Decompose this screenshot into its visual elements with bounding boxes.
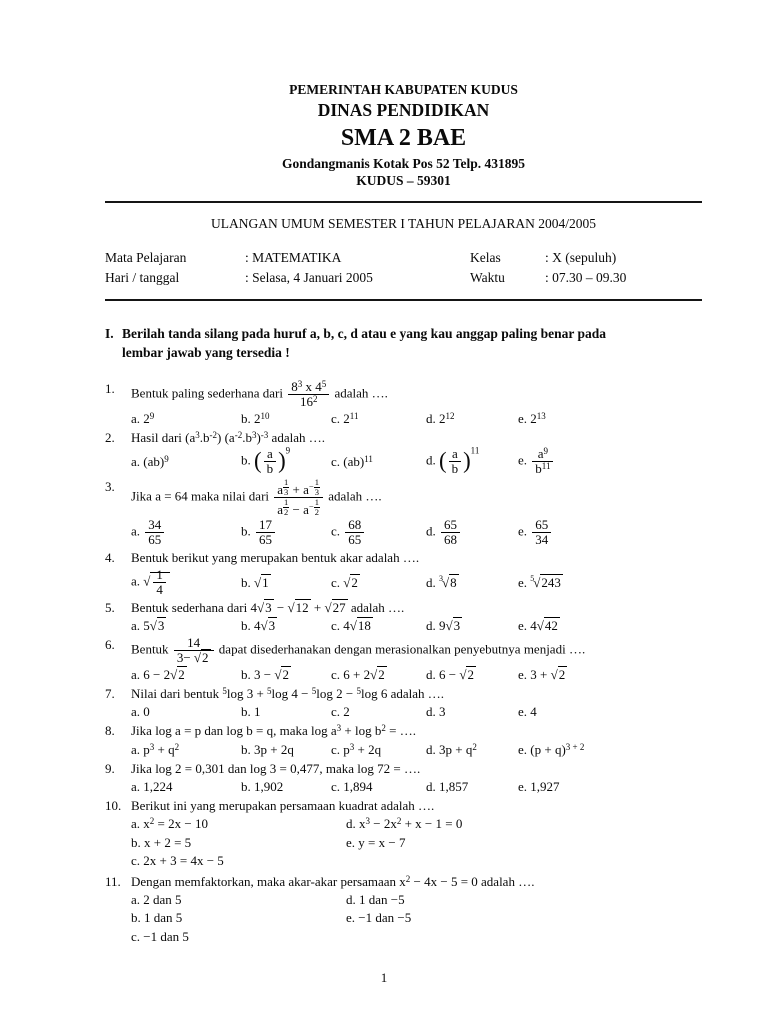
option-e: e. $\frac{65}{34}$: [518, 518, 702, 547]
page-number: 1: [380, 970, 388, 985]
option-e: e. $\frac{a^9}{b^{11}}$: [518, 447, 702, 476]
question-number: 2.: [105, 430, 115, 446]
option-b: b. ( $\frac{a}{b}$ )$^9$: [241, 445, 291, 477]
question-line: [105, 380, 702, 409]
option-a: a. $x^2 = 2x - 10$: [131, 816, 208, 832]
subject-label: Mata Pelajaran: [105, 250, 187, 266]
time-value: : 07.30 – 09.30: [545, 269, 627, 285]
option-c: c. 1,894: [331, 778, 373, 794]
question: [105, 873, 702, 947]
question-options: [105, 778, 702, 795]
exam-title: ULANGAN UMUM SEMESTER I TAHUN PELAJARAN 2004/2005: [211, 216, 596, 232]
option-e: e. 3 + √2: [518, 666, 566, 682]
option-d: d. $2^{12}$: [426, 410, 455, 426]
option-c: c. 2x + 3 = 4x − 5: [131, 853, 224, 869]
option-e: e. y = x − 7: [346, 834, 406, 850]
option-e: e. 4√42: [518, 617, 558, 633]
option-d: d. 9√3: [426, 617, 461, 633]
question-line: [105, 636, 702, 665]
question-text: Jika log 2 = 0,301 dan log 3 = 0,477, maka log 72 = ….: [131, 760, 421, 776]
letterhead-address: Gondangmanis Kotak Pos 52 Telp. 431895: [281, 156, 526, 172]
question-options: [105, 666, 702, 683]
question-text: Dengan memfaktorkan, maka akar-akar persamaan $x^2 - 4x - 5 = 0$ adalah ….: [131, 873, 535, 889]
option-b: b. 1,902: [241, 778, 284, 794]
question-line: [105, 722, 702, 739]
question: [105, 636, 702, 683]
option-b: b. 3p + 2q: [241, 741, 294, 757]
time-label: Waktu: [470, 269, 505, 285]
option-c: c. $p^3 + 2q$: [331, 741, 382, 757]
question: [105, 722, 702, 757]
question-options: [105, 617, 702, 634]
questions-list: [105, 380, 702, 946]
option-d: d. $\frac{65}{68}$: [426, 518, 518, 547]
divider-top: [105, 201, 702, 203]
option-a: a. 1,224: [131, 778, 173, 794]
question-number: 8.: [105, 723, 115, 739]
option-a: a. 0: [131, 704, 150, 720]
question-line: [105, 429, 702, 446]
option-d: d. 3: [426, 704, 446, 720]
question-text: Bentuk $\frac{14}{3- √2}$ dapat disederhanakan dengan merasionalkan penyebutnya menjadi ….: [131, 634, 586, 665]
option-d: d. $^3$√8: [426, 573, 457, 590]
option-e: e. 4: [518, 704, 537, 720]
option-b: b. x + 2 = 5: [131, 834, 192, 850]
option-d: d. 6 − √2: [426, 666, 474, 682]
option-a: a. 5√3: [131, 617, 165, 633]
question-options: [105, 568, 702, 597]
option-c: c. $2^{11}$: [331, 410, 359, 426]
option-a: a. $p^3 + q^2$: [131, 741, 180, 757]
letterhead-department: DINAS PENDIDIKAN: [317, 100, 490, 121]
question-options: [105, 410, 702, 427]
letterhead-government: PEMERINTAH KABUPATEN KUDUS: [289, 82, 518, 97]
option-c: c. 2: [331, 704, 350, 720]
instruction-line-2: lembar jawab yang tersedia !: [122, 345, 290, 361]
divider-bottom: [105, 299, 702, 301]
question: [105, 478, 702, 547]
question-text: Berikut ini yang merupakan persamaan kuadrat adalah ….: [131, 798, 435, 814]
question: [105, 599, 702, 634]
question-number: 9.: [105, 760, 115, 776]
question-line: [105, 760, 702, 777]
section-instruction-text: [122, 325, 606, 363]
option-c: c. $\frac{68}{65}$: [331, 518, 426, 547]
subject-value: : MATEMATIKA: [245, 250, 342, 266]
option-a: a. $2^9$: [131, 410, 155, 426]
question-text: Jika a = 64 maka nilai dari a $\frac{1}{3}$ + a− $\frac{1}{3}$ a $\frac{1}{2}$ − a− $\frac{1}{2}$ adalah ….: [131, 477, 382, 518]
option-e: e. −1 dan −5: [346, 910, 412, 926]
option-a: a. √ $\frac{1}{4}$: [131, 568, 241, 597]
question: [105, 380, 702, 427]
instruction-line-1: Berilah tanda silang pada huruf a, b, c, d atau e yang kau anggap paling benar pada: [122, 326, 607, 342]
option-a: a. 6 − 2√2: [131, 666, 185, 682]
option-e: e. $(p + q)^{3 + 2}$: [518, 741, 585, 757]
option-b: b. 1: [241, 704, 261, 720]
option-c: c. −1 dan 5: [131, 928, 189, 944]
letterhead-city-postcode: KUDUS – 59301: [356, 172, 451, 188]
option-d: d. $3p + q^2$: [426, 741, 477, 757]
question-options: [105, 447, 702, 476]
info-row-class: [470, 248, 702, 268]
section-instruction: [105, 325, 702, 363]
question-number: 5.: [105, 599, 115, 615]
date-value: : Selasa, 4 Januari 2005: [245, 269, 373, 285]
question-number: 6.: [105, 636, 115, 652]
option-c: c. √2: [331, 574, 358, 590]
question-text: Bentuk berikut yang merupakan bentuk akar adalah ….: [131, 550, 420, 566]
question-line: [105, 797, 702, 814]
option-c: c. (ab)$^{11}$: [331, 454, 373, 470]
option-b: b. √1: [241, 574, 269, 590]
question: [105, 797, 702, 871]
option-a: a. $\frac{34}{65}$: [131, 518, 241, 547]
exam-info: [105, 248, 702, 287]
question: [105, 429, 702, 476]
question-line: [105, 599, 702, 616]
question-number: 11.: [105, 873, 121, 889]
option-d: d. 1 dan −5: [346, 891, 405, 907]
question: [105, 760, 702, 795]
option-b: b. 4√3: [241, 617, 276, 633]
info-row-time: [470, 268, 702, 288]
option-b: b. 1 dan 5: [131, 910, 183, 926]
option-e: e. 1,927: [518, 778, 560, 794]
option-b: b. $\frac{17}{65}$: [241, 518, 331, 547]
question-number: 1.: [105, 380, 115, 396]
question-text: Nilai dari bentuk $^5$log 3 + $^5$log 4 − $^5$log 2 − $^5$log 6 adalah ….: [131, 686, 444, 702]
question-number: 3.: [105, 479, 115, 495]
option-c: c. 4√18: [331, 617, 371, 633]
question: [105, 549, 702, 596]
question-line: [105, 685, 702, 702]
info-row-date: [105, 268, 470, 288]
option-c: c. 6 + 2√2: [331, 666, 385, 682]
section-numeral: I.: [105, 326, 114, 342]
info-row-subject: [105, 248, 470, 268]
date-label: Hari / tanggal: [105, 269, 180, 285]
question-text: Bentuk sederhana dari 4√3 − √12 + √27 adalah ….: [131, 599, 405, 615]
letterhead-school-name: SMA 2 BAE: [340, 124, 467, 151]
question-options: [105, 518, 702, 547]
option-a: a. 2 dan 5: [131, 891, 182, 907]
option-e: e. $2^{13}$: [518, 410, 546, 426]
option-d: d. 1,857: [426, 778, 469, 794]
option-a: a. (ab)$^9$: [131, 454, 169, 470]
question-text: Hasil dari $(a^3.b^{-2})$ $(a^{-2}.b^3)^{-3}$ adalah ….: [131, 430, 325, 446]
option-b: b. 3 − √2: [241, 666, 289, 682]
question-text: Bentuk paling sederhana dari $\frac{8^3 x 4^5}{16^2}$ adalah ….: [131, 378, 388, 409]
class-label: Kelas: [470, 250, 501, 266]
question-line: [105, 549, 702, 566]
question-line: [105, 873, 702, 890]
letterhead: [105, 82, 702, 189]
question-number: 4.: [105, 550, 115, 566]
option-d: d. ( $\frac{a}{b}$ )$^{11}$: [426, 445, 480, 477]
question-options: [105, 891, 551, 946]
question-options: [105, 703, 702, 720]
exam-info-right: [470, 248, 702, 287]
question: [105, 685, 702, 720]
question-options: [105, 741, 702, 758]
question-number: 10.: [105, 798, 122, 814]
class-value: : X (sepuluh): [545, 250, 617, 266]
exam-info-left: [105, 248, 470, 287]
question-options: [105, 815, 551, 870]
option-b: b. $2^{10}$: [241, 410, 270, 426]
question-number: 7.: [105, 686, 115, 702]
question-text: Jika log a = p dan log b = q, maka $\log a^3 + \log b^2$ = ….: [131, 723, 416, 739]
option-e: e. $^5$√243: [518, 573, 561, 590]
question-line: [105, 478, 702, 517]
option-d: d. $x^3 - 2x^2 + x - 1 = 0$: [346, 816, 463, 832]
